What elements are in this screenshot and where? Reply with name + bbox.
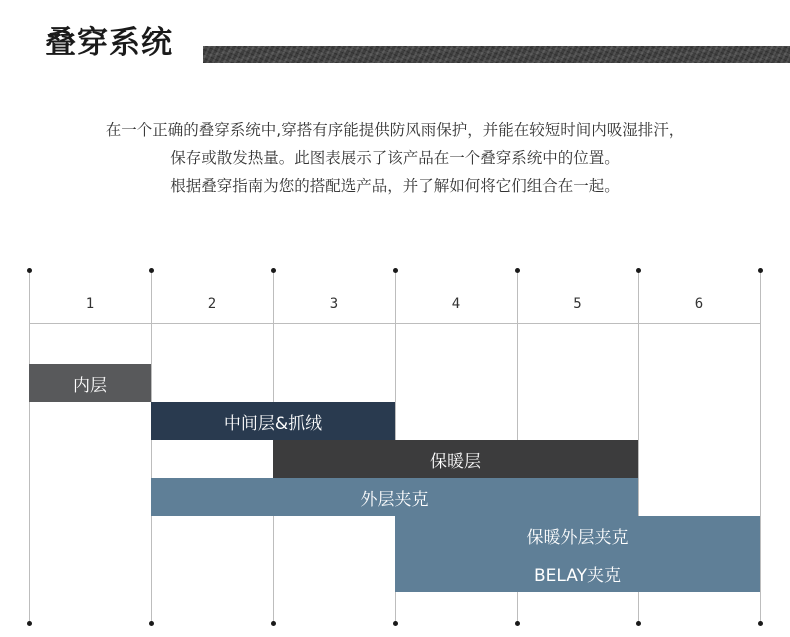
bottom-dot-5 xyxy=(515,621,520,626)
header-divider xyxy=(29,323,760,324)
intro-line-1: 在一个正确的叠穿系统中,穿搭有序能提供防风雨保护，并能在较短时间内吸湿排汗， xyxy=(105,121,685,139)
layer-bar-5: 保暖外层夹克 xyxy=(395,516,760,554)
column-number-6: 6 xyxy=(694,296,704,312)
top-dot-2 xyxy=(149,268,154,273)
title-texture-band xyxy=(203,46,790,63)
top-dot-1 xyxy=(27,268,32,273)
intro-text xyxy=(0,116,790,200)
bottom-dot-4 xyxy=(393,621,398,626)
bottom-dot-7 xyxy=(758,621,763,626)
intro-line-2: 保存或散发热量。此图表展示了该产品在一个叠穿系统中的位置。 xyxy=(170,149,620,167)
column-number-4: 4 xyxy=(451,296,461,312)
layer-bar-4: 外层夹克 xyxy=(151,478,638,516)
bottom-dot-2 xyxy=(149,621,154,626)
bottom-dot-1 xyxy=(27,621,32,626)
bottom-dot-6 xyxy=(636,621,641,626)
layer-bar-1: 内层 xyxy=(29,364,151,402)
layer-bar-6: BELAY夹克 xyxy=(395,554,760,592)
column-number-5: 5 xyxy=(573,296,582,312)
top-dot-7 xyxy=(758,268,763,273)
layer-bar-2: 中间层&抓绒 xyxy=(151,402,395,440)
grid-line-7 xyxy=(760,270,761,623)
top-dot-4 xyxy=(393,268,398,273)
intro-line-3: 根据叠穿指南为您的搭配选产品，并了解如何将它们组合在一起。 xyxy=(170,177,620,195)
top-dot-3 xyxy=(271,268,276,273)
layer-bar-3: 保暖层 xyxy=(273,440,638,478)
bottom-dot-3 xyxy=(271,621,276,626)
top-dot-5 xyxy=(515,268,520,273)
column-number-1: 1 xyxy=(85,296,95,312)
page-title: 叠穿系统 xyxy=(45,25,173,61)
top-dot-6 xyxy=(636,268,641,273)
column-number-3: 3 xyxy=(329,296,339,312)
column-number-2: 2 xyxy=(207,296,217,312)
